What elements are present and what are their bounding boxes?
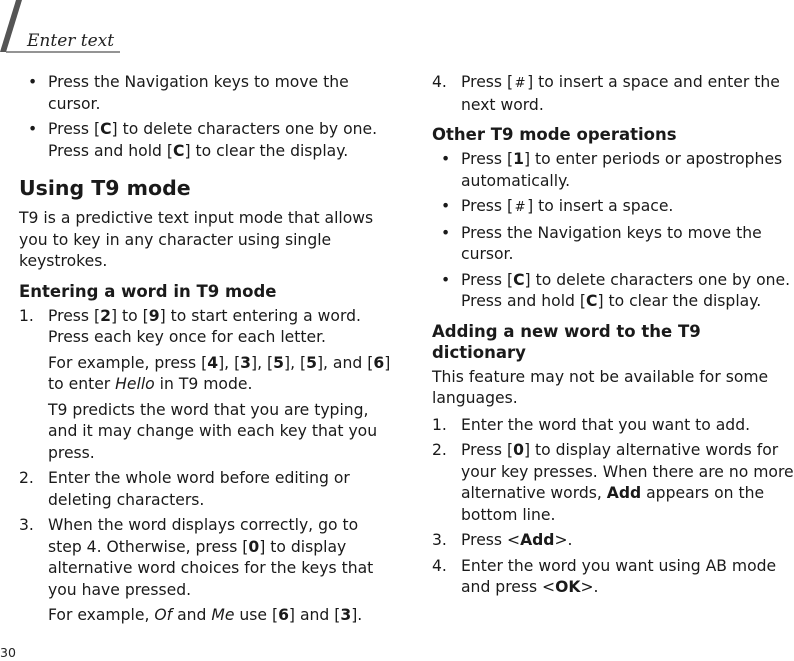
steps-list [19,306,391,627]
page-number: 30 [0,645,16,660]
right-column [432,72,794,603]
list-item: 1. Press [2] to [9] to start entering a word. Press each key once for each letter. For example, press [4], [3], [5], [5], and [6] to enter Hello in T9 mode. T9 predicts the word that you are typing, and it may change with each key that you press. [19,306,391,465]
subsection-heading: Entering a word in T9 mode [19,281,277,301]
hash-key-glyph: # [514,200,526,215]
hash-key-glyph: # [514,76,526,91]
steps-list-continued [432,72,794,116]
other-operations-list [432,149,794,313]
list-item: • Press the Navigation keys to move the cursor. [432,223,794,266]
list-item: 2. Press [0] to display alternative words for your key presses. When there are no more alternative words, Add appears on the bottom line. [432,441,794,524]
list-item: 3. Press <Add>. [432,531,573,549]
list-item: • Press [ #] to insert a space. [432,196,794,219]
list-item: 4. Press [ #] to insert a space and enter the next word. [432,73,780,114]
page-header [0,0,794,60]
step-example: For example, Of and Me use [6] and [3]. [48,606,363,624]
section-heading: Using T9 mode [19,176,191,200]
list-item: • Press the Navigation keys to move the cursor. [19,72,391,115]
left-column [19,72,391,631]
list-item: • Press [C] to delete characters one by one. Press and hold [C] to clear the display. [19,119,391,162]
step-example: For example, press [4], [3], [5], [5], and [6] to enter Hello in T9 mode. [48,353,391,393]
step-note: T9 predicts the word that you are typing, and it may change with each key that you press. [48,400,378,462]
list-item: 1. Enter the word that you want to add. [432,415,751,434]
header-title: Enter text [27,31,115,51]
list-item: 3. When the word displays correctly, go to step 4. Otherwise, press [0] to display alternative word choices for the keys that you have pressed. For example, Of and Me use [6] and [3]. [19,515,391,627]
list-item: • Press [1] to enter periods or apostrophes automatically. [432,149,794,192]
list-item: • Press [C] to delete characters one by one. Press and hold [C] to clear the display. [432,270,794,313]
section-intro: This feature may not be available for some languages. [432,367,769,407]
dictionary-steps-list [432,415,794,599]
section-intro: T9 is a predictive text input mode that allows you to key in any character using single keystrokes. [19,209,374,270]
list-item: 2. Enter the whole word before editing or deleting characters. [19,469,350,509]
subsection-heading: Other T9 mode operations [432,125,677,144]
list-item: 4. Enter the word you want using AB mode and press <OK>. [432,556,777,596]
subsection-heading: Adding a new word to the T9 dictionary [432,321,701,362]
left-bullet-list [19,72,391,162]
